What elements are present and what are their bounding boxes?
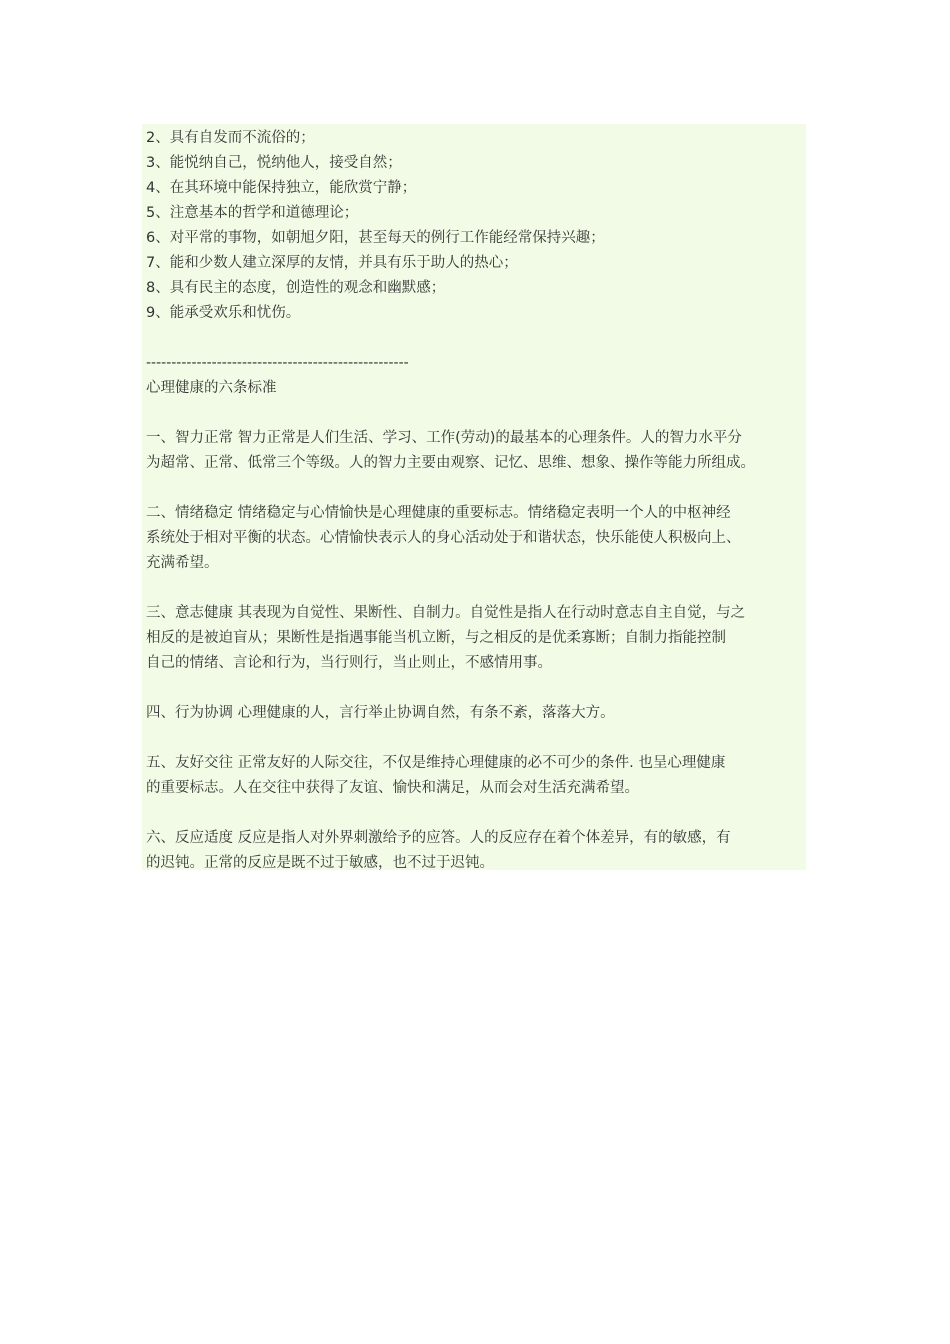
paragraph-line: 四、行为协调 心理健康的人，言行举止协调自然，有条不紊，落落大方。: [146, 705, 615, 721]
list-item: 3、能悦纳自己，悦纳他人，接受自然；: [146, 155, 402, 171]
list-item: 7、能和少数人建立深厚的友情，并具有乐于助人的热心；: [146, 255, 518, 271]
paragraph-line: 的迟钝。正常的反应是既不过于敏感，也不过于迟钝。: [146, 855, 494, 871]
content-block: [142, 124, 806, 870]
paragraph-line: 的重要标志。人在交往中获得了友谊、愉快和满足，从而会对生活充满希望。: [146, 780, 639, 796]
traits-list: [146, 126, 806, 326]
blank-line: [146, 476, 806, 501]
list-item: 9、能承受欢乐和忧伤。: [146, 305, 301, 321]
blank-line: [146, 326, 806, 351]
blank-line: [146, 401, 806, 426]
paragraph-line: 系统处于相对平衡的状态。心情愉快表示人的身心活动处于和谐状态，快乐能使人积极向上、: [146, 530, 741, 546]
standard-2: [146, 501, 806, 576]
list-item: 5、注意基本的哲学和道德理论；: [146, 205, 359, 221]
paragraph-line: 为超常、正常、低常三个等级。人的智力主要由观察、记忆、思维、想象、操作等能力所组成。: [146, 455, 755, 471]
paragraph-line: 相反的是被迫盲从；果断性是指遇事能当机立断，与之相反的是优柔寡断；自制力指能控制: [146, 630, 726, 646]
paragraph-line: 一、智力正常 智力正常是人们生活、学习、工作(劳动)的最基本的心理条件。人的智力水平分: [146, 430, 742, 446]
standard-1: [146, 426, 806, 476]
blank-line: [146, 576, 806, 601]
paragraph-line: 三、意志健康 其表现为自觉性、果断性、自制力。自觉性是指人在行动时意志自主自觉，与之: [146, 605, 746, 621]
standard-3: [146, 601, 806, 676]
dashed-divider: ----------------------------------------------------: [146, 355, 409, 371]
blank-line: [146, 801, 806, 826]
list-item: 4、在其环境中能保持独立，能欣赏宁静；: [146, 180, 417, 196]
blank-line: [146, 676, 806, 701]
paragraph-line: 自己的情绪、言论和行为，当行则行，当止则止，不感情用事。: [146, 655, 552, 671]
standard-4: [146, 701, 806, 726]
list-item: 6、对平常的事物，如朝旭夕阳，甚至每天的例行工作能经常保持兴趣；: [146, 230, 605, 246]
standard-6: [146, 826, 806, 876]
paragraph-line: 五、友好交往 正常友好的人际交往，不仅是维持心理健康的必不可少的条件. 也呈心理健康: [146, 755, 726, 771]
list-item: 8、具有民主的态度，创造性的观念和幽默感；: [146, 280, 446, 296]
standard-5: [146, 751, 806, 801]
list-item: 2、具有自发而不流俗的；: [146, 130, 315, 146]
section-title: 心理健康的六条标准: [146, 380, 277, 396]
paragraph-line: 六、反应适度 反应是指人对外界刺激给予的应答。人的反应存在着个体差异，有的敏感，有: [146, 830, 731, 846]
blank-line: [146, 726, 806, 751]
paragraph-line: 二、情绪稳定 情绪稳定与心情愉快是心理健康的重要标志。情绪稳定表明一个人的中枢神经: [146, 505, 731, 521]
paragraph-line: 充满希望。: [146, 555, 219, 571]
